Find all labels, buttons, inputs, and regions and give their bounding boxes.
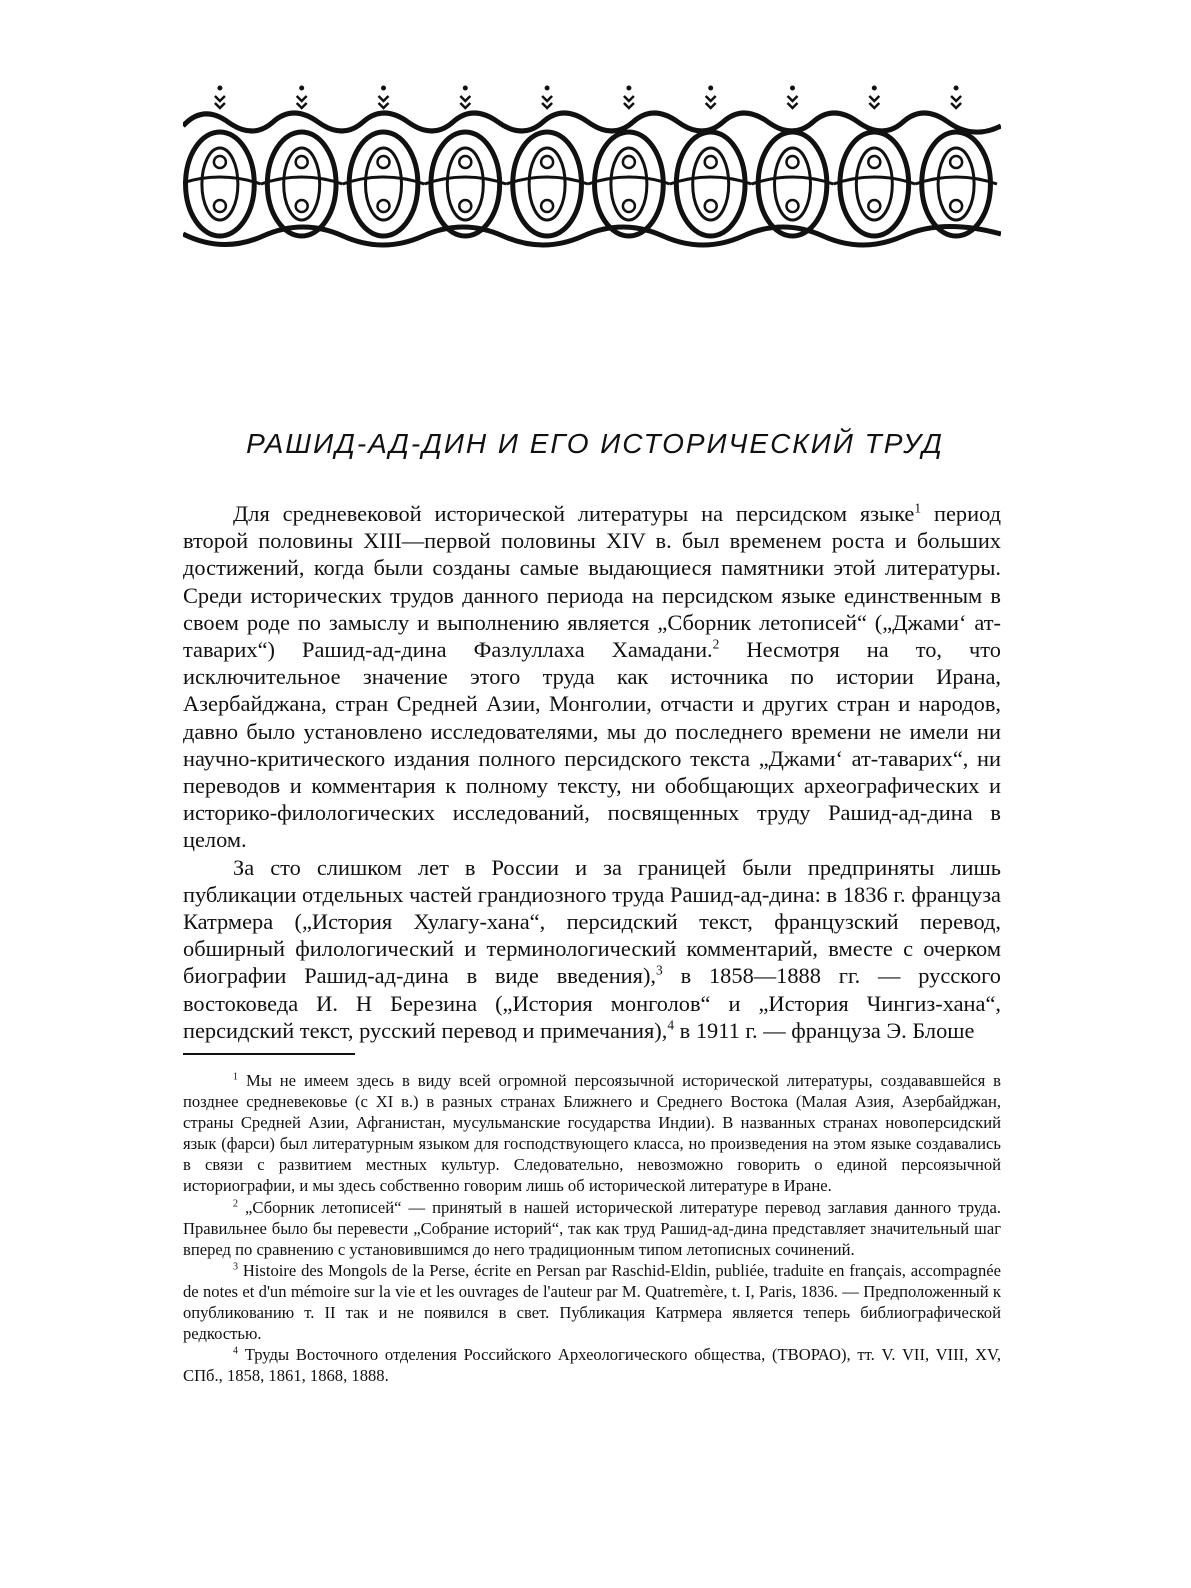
footnote-4-number: 4 [233, 1345, 238, 1357]
ornament-finial [951, 86, 961, 109]
footnote-1-number: 1 [233, 1071, 238, 1083]
paragraph-2 [183, 854, 1001, 1044]
footnotes [183, 1070, 1001, 1386]
ornament-loop [506, 132, 588, 236]
main-text [183, 500, 1001, 1044]
ornament-finial [460, 86, 470, 109]
footnote-2-number: 2 [233, 1198, 238, 1210]
paragraph-1-text-end: Несмотря на то, что исключительное значение этого труда как источника по истории Ирана, Азербайджана, стран Средней Азии, Монголии, отчасти и других стран и народов, давно было установлено исследователями, мы до последнего времени не имели ни научно-критического издания полного персидского текста „Джами‘ ат-таварих“, ни переводов и комментария к полному тексту, ни обобщающих археографических и историко-филологических исследований, посвященных труду Рашид-ад-дина в целом. [183, 637, 1001, 853]
paragraph-1-text-cont: период второй половины XIII—первой половины XIV в. был временем роста и больших достижений, когда были созданы самые выдающиеся памятники этой литературы. Среди исторических трудов данного периода на персидском языке единственным в своем роде по замыслу и выполнению является „Сборник летописей“ („Джами‘ ат-таварих“) Рашид-ад-дина Фазлуллаха Хамадани. [183, 501, 1002, 663]
ornament-loop [343, 132, 425, 236]
footnote-ref-4: 4 [667, 1017, 675, 1033]
ornament-finial [215, 86, 225, 109]
ornament-finials [215, 86, 961, 109]
ornament-finial [788, 86, 798, 109]
footnote-3 [183, 1260, 1001, 1344]
footnote-3-number: 3 [233, 1261, 238, 1273]
ornament-finial [379, 86, 389, 109]
ornament-loop [588, 132, 670, 236]
ornament-finial [706, 86, 716, 109]
ornament-loop [183, 132, 261, 236]
ornament-finial [869, 86, 879, 109]
ornament-loop [915, 132, 997, 236]
footnote-4-text: Труды Восточного отделения Российского Археологического общества, (ТВОРАО), тт. V. VII, VIII, XV, СПб., 1858, 1861, 1868, 1888. [183, 1345, 1001, 1386]
footnote-1-text: Мы не имеем здесь в виду всей огромной персоязычной исторической литературы, создававшейся в позднее средневековье (с XI в.) в разных странах Ближнего и Среднего Востока (Малая Азия, Азербайджан, страны Средней Азии, Афганистан, мусульманские государства Индии). В названных странах новоперсидский язык (фарси) был литературным языком для господствующего класса, но произведения на этом языке создавались в связи с развитием местных культур. Следовательно, невозможно говорить о единой персоязычной историографии, и мы здесь собственно говорим лишь об исторической литературе в Иране. [183, 1071, 1001, 1196]
paragraph-2-text-cont: в 1858—1888 гг. — русского востоковеда И. Н Березина („История монголов“ и „История Чингиз-хана“, персидский текст, русский перевод и примечания), [183, 963, 1001, 1043]
ornament-interlace [183, 132, 997, 236]
footnote-4 [183, 1344, 1001, 1386]
ornament-loop [424, 132, 506, 236]
footnote-2-text: „Сборник летописей“ — принятый в нашей исторической литературе перевод заглавия данного труда. Правильнее было бы перевести „Собрание историй“, так как труд Рашид-ад-дина представляет значительный шаг вперед по сравнению с установившимся до него традиционным типом летописных сочинений. [183, 1197, 1001, 1259]
chapter-title: РАШИД-АД-ДИН И ЕГО ИСТОРИЧЕСКИЙ ТРУД [246, 428, 944, 459]
footnote-ref-2: 2 [712, 636, 720, 652]
ornament-loop [670, 132, 752, 236]
footnote-ref-3: 3 [656, 962, 663, 978]
ornamental-header-band [183, 84, 1001, 256]
footnote-ref-1: 1 [914, 500, 922, 516]
paragraph-1-text: Для средневековой исторической литературы на персидском языке [233, 501, 915, 526]
footnote-1 [183, 1070, 1001, 1197]
footnote-2 [183, 1197, 1001, 1260]
ornament-loop [752, 132, 834, 236]
ornament-finial [542, 86, 552, 109]
ornament-finial [297, 86, 307, 109]
footnote-3-text: Histoire des Mongols de la Perse, écrite en Persan par Raschid-Eldin, publiée, traduite en français, accompagnée de notes et d'un mémoire sur la vie et les ouvrages de l'auteur par M. Quatremère, t. I, Paris, 1836. — Предположенный к опубликованию т. II так и не появился в свет. Публикация Катрмера является теперь библиографической редкостью. [183, 1260, 1001, 1344]
ornament-loop [261, 132, 343, 236]
paragraph-2-text: За сто слишком лет в России и за границей были предприняты лишь публикации отдельных частей грандиозного труда Рашид-ад-дина: в 1836 г. француза Катрмера („История Хулагу-хана“, персидский текст, французский перевод, обширный филологический и терминологический комментарий, вместе с очерком биографии Рашид-ад-дина в виде введения), [183, 854, 1001, 989]
footnote-separator [183, 1053, 355, 1055]
paragraph-2-text-end: в 1911 г. — француза Э. Блоше [674, 1017, 975, 1043]
paragraph-1 [183, 500, 1001, 854]
ornament-finial [624, 86, 634, 109]
ornament-loop [833, 132, 915, 236]
